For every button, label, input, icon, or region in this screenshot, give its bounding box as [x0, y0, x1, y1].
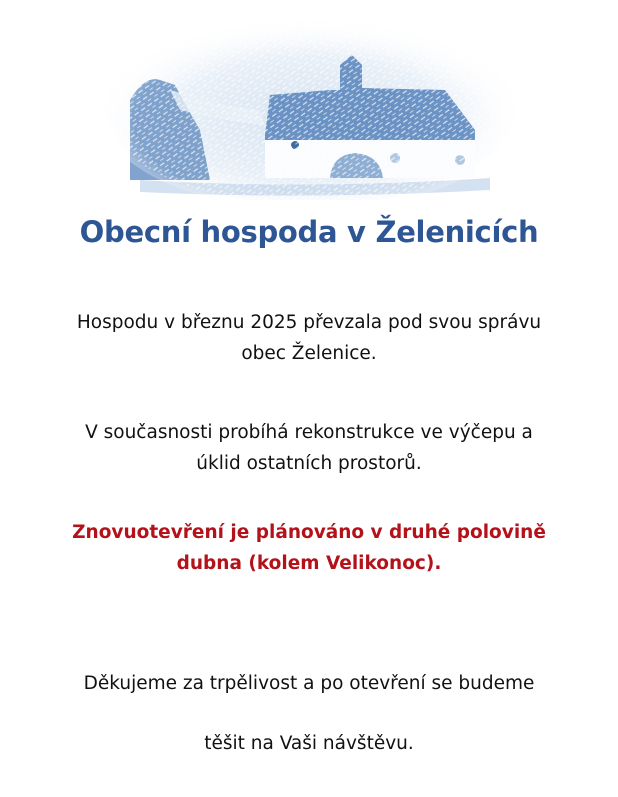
intro-line-2: obec Želenice. — [241, 343, 377, 364]
thanks-line-1: Děkujeme za trpělivost a po otevření se budeme — [83, 673, 535, 694]
reopening-line-2: dubna (kolem Velikonoc). — [176, 553, 442, 574]
reconstruction-line-1: V současnosti probíhá rekonstrukce ve výčepu a — [85, 422, 533, 443]
thanks-line-2: těšit na Vaši návštěvu. — [204, 733, 414, 754]
snowy-village-illustration — [100, 10, 520, 200]
intro-line-1: Hospodu v březnu 2025 převzala pod svou správu — [76, 312, 542, 333]
reconstruction-paragraph — [0, 417, 618, 479]
reopening-notice — [0, 517, 618, 579]
reconstruction-line-2: úklid ostatních prostorů. — [196, 453, 422, 474]
page-title: Obecní hospoda v Želenicích — [79, 215, 539, 249]
intro-paragraph — [0, 307, 618, 369]
reopening-line-1: Znovuotevření je plánováno v druhé polovině — [72, 522, 546, 543]
